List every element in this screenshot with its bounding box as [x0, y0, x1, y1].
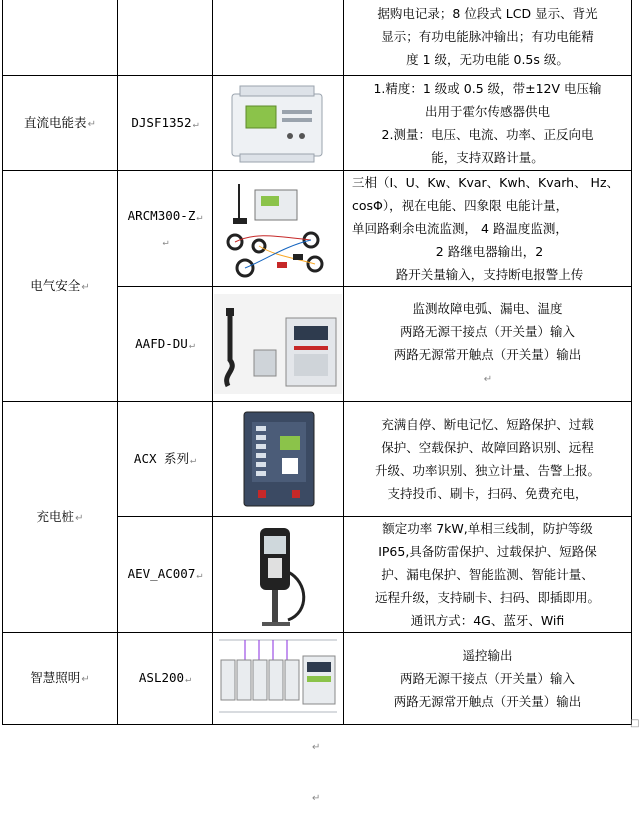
desc-line: 两路无源常开触点（开关量）输出: [393, 694, 582, 709]
category-cell: 电气安全↵: [3, 171, 118, 402]
category-label: 电气安全: [30, 277, 81, 293]
dc-meter-image: [218, 80, 338, 166]
desc-line: 出用于霍尔传感器供电: [424, 104, 550, 119]
desc-line: 1.精度：1 级或 0.5 级，带±12V 电压输: [373, 81, 602, 96]
desc-line: 单回路剩余电流监测， 4 路温度监测，: [352, 221, 568, 236]
desc-line: 度 1 级，无功电能 0.5s 级。: [406, 51, 569, 67]
table-row: [3, 76, 632, 171]
model-cell: ACX 系列↵: [118, 402, 213, 517]
desc-line: 两路无源干接点（开关量）输入: [399, 324, 575, 339]
image-cell: [213, 287, 344, 402]
desc-line: 能，支持双路计量。: [431, 150, 544, 165]
desc-line: cosΦ），视在电能、四象限 电能计量，: [352, 198, 569, 213]
desc-line: 显示；有功电能脉冲输出；有功电能精: [381, 28, 594, 44]
paragraph-mark: ↵: [312, 742, 321, 753]
category-label: 充电桩: [36, 508, 75, 524]
desc-line: 远程升级，支持刷卡、扫码、即插即用。: [374, 590, 600, 605]
image-cell: [213, 171, 344, 287]
category-cell: 充电桩↵: [3, 402, 118, 633]
desc-line: 升级、功率识别、独立计量、告警上报。: [374, 463, 600, 478]
desc-line: 通讯方式：4G、蓝牙、Wifi: [410, 613, 565, 628]
desc-line: ↵: [483, 374, 493, 385]
model-cell: ARCM300-Z↵ ↵: [118, 171, 213, 287]
model-label: AAFD-DU: [135, 335, 188, 351]
desc-line: 据购电记录；8 位段式 LCD 显示、背光: [377, 5, 598, 21]
desc-line: 充满自停、断电记忆、短路保护、过载: [381, 417, 594, 432]
desc-line: 支持投币、刷卡，扫码、免费充电，: [387, 486, 588, 501]
model-label: ARCM300-Z: [127, 207, 196, 223]
desc-line: 两路无源干接点（开关量）输入: [399, 671, 575, 686]
model-label: ACX 系列: [133, 450, 190, 466]
table-row: [3, 171, 632, 287]
category-cell: 智慧照明↵: [3, 633, 118, 725]
category-label: 直流电能表: [24, 114, 87, 130]
image-cell: [213, 402, 344, 517]
desc-line: 三相（I、U、Kw、Kvar、Kwh、Kvarh、 Hz、: [352, 175, 620, 190]
desc-cell: [344, 0, 632, 76]
image-cell: [213, 633, 344, 725]
aafd-du-image: [214, 294, 342, 394]
table-end-mark: □: [630, 718, 639, 729]
aev-ac007-charger-image: [238, 522, 318, 628]
paragraph-mark: ↵: [312, 793, 321, 804]
desc-cell: [344, 517, 632, 633]
asl200-image: [215, 636, 341, 722]
model-cell: [118, 0, 213, 76]
model-label: AEV_AC007: [127, 566, 196, 581]
desc-cell: [344, 402, 632, 517]
image-cell: [213, 517, 344, 633]
category-cell: 直流电能表↵: [3, 76, 118, 171]
acx-charger-image: [228, 408, 328, 510]
table-row: [3, 0, 632, 76]
model-cell: ASL200↵: [118, 633, 213, 725]
desc-line: 两路无源常开触点（开关量）输出: [393, 347, 582, 362]
table-row: [3, 633, 632, 725]
category-label: 智慧照明: [30, 670, 81, 685]
desc-cell: [344, 76, 632, 171]
model-label: ASL200: [138, 670, 185, 685]
model-cell: AEV_AC007↵: [118, 517, 213, 633]
desc-cell: [344, 287, 632, 402]
desc-line: 遥控输出: [462, 648, 513, 663]
desc-cell: [344, 171, 632, 287]
desc-line: 路开关量输入，支持断电报警上传: [395, 267, 584, 282]
model-cell: AAFD-DU↵: [118, 287, 213, 402]
desc-line: 2.测量：电压、电流、功率、正反向电: [381, 127, 594, 142]
desc-line: 护、漏电保护、智能监测、智能计量、: [381, 567, 594, 582]
model-label: DJSF1352: [131, 114, 192, 130]
desc-line: 额定功率 7kW,单相三线制，防护等级: [382, 521, 593, 536]
product-table: [2, 0, 632, 725]
desc-line: 2 路继电器输出，2: [435, 244, 544, 259]
desc-line: IP65,具备防雷保护、过载保护、短路保: [378, 544, 597, 559]
table-row: [3, 402, 632, 517]
image-cell: [213, 76, 344, 171]
category-cell: [3, 0, 118, 76]
desc-line: 监测故障电弧、漏电、温度: [412, 301, 563, 316]
desc-line: 保护、空载保护、故障回路识别、远程: [381, 440, 594, 455]
image-cell: [213, 0, 344, 76]
model-cell: DJSF1352↵: [118, 76, 213, 171]
arcm300-image: [215, 176, 341, 282]
desc-cell: [344, 633, 632, 725]
